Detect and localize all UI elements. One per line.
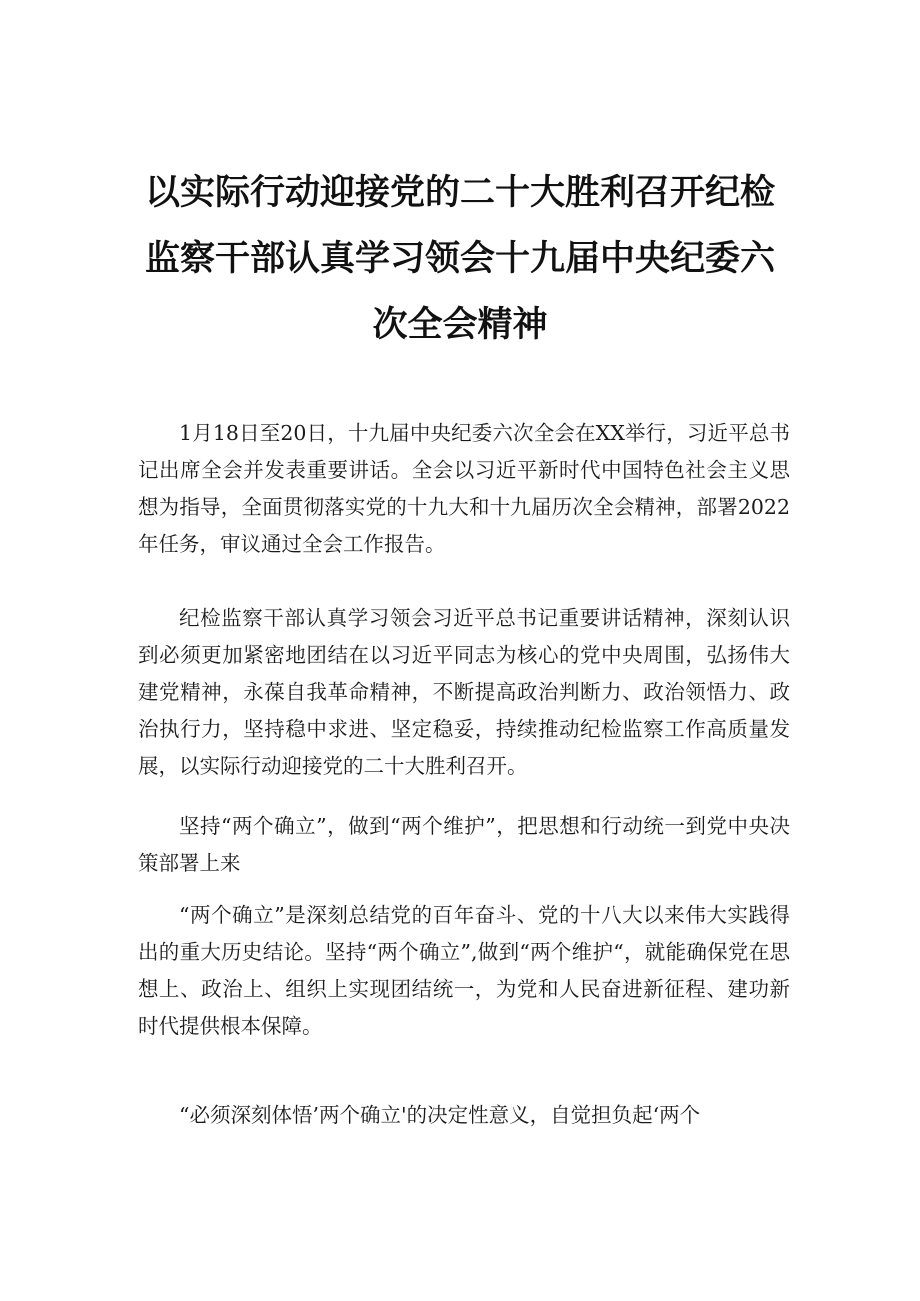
- paragraph-plenary-session: [138, 415, 790, 563]
- paragraph-study-spirit: [138, 600, 790, 785]
- title-line: 监察干部认真学习领会十九届中央纪委六: [144, 239, 775, 279]
- paragraph-text: “两个确立”是深刻总结党的百年奋斗、党的十八大以来伟大实践得出的重大历史结论。坚持“两个确立”,做到“两个维护“，就能确保党在思想上、政治上、组织上实现团结统一，为党和人民奋进新征程、建功新时代提供根本保障。: [138, 903, 790, 1038]
- paragraph-text: “必须深刻体悟’两个确立'的决定性意义，自觉担负起‘两个: [179, 1103, 701, 1127]
- title-line: 次全会精神: [372, 305, 548, 345]
- paragraph-text: 坚持“两个确立”，做到“两个维护”，把思想和行动统一到党中央决策部署上来: [138, 814, 790, 875]
- paragraph-text: 1月18日至20日，十九届中央纪委六次全会在XX举行，习近平总书记出席全会并发表重要讲话。全会以习近平新时代中国特色社会主义思想为指导，全面贯彻落实党的十九大和十九届历次全会精神，部署2022年任务，审议通过全会工作报告。: [138, 421, 790, 556]
- section-heading-two-establishments: [138, 808, 790, 882]
- title-line: 以实际行动迎接党的二十大胜利召开纪检: [144, 173, 775, 213]
- paragraph-quote: [138, 1097, 790, 1134]
- paragraph-two-establishments: [138, 897, 790, 1045]
- paragraph-text: 纪检监察干部认真学习领会习近平总书记重要讲话精神，深刻认识到必须更加紧密地团结在以习近平同志为核心的党中央周围，弘扬伟大建党精神，永葆自我革命精神，不断提高政治判断力、政治领悟力、政治执行力，坚持稳中求进、坚定稳妥，持续推动纪检监察工作高质量发展，以实际行动迎接党的二十大胜利召开。: [138, 606, 790, 778]
- document-title: [120, 160, 800, 358]
